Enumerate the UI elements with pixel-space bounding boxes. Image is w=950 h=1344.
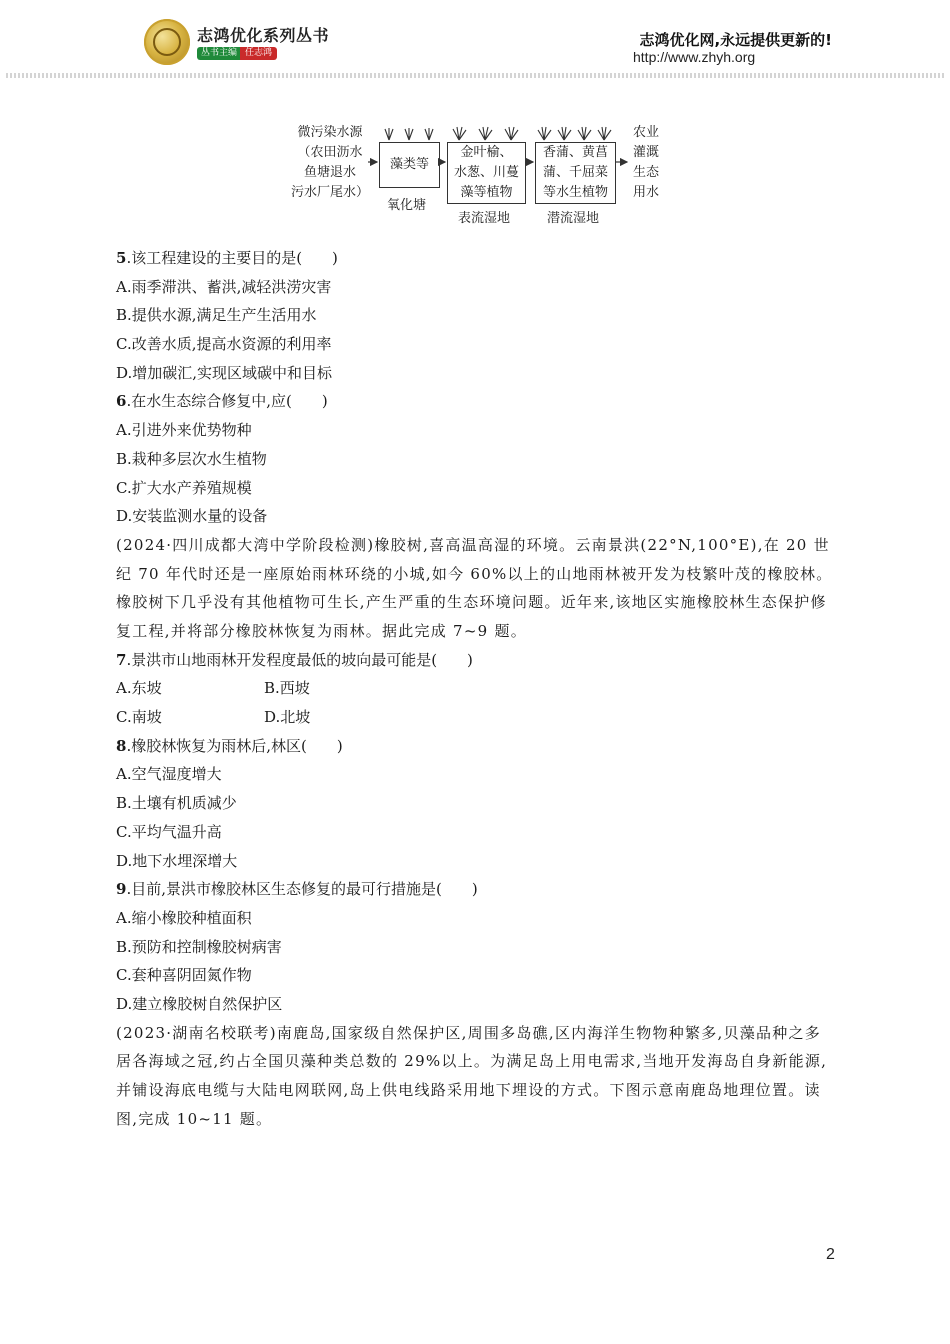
option: A.缩小橡胶种植面积 — [116, 908, 252, 927]
surface-wetland-caption: 表流湿地 — [458, 211, 511, 226]
question-text: .目前,景洪市橡胶林区生态修复的最可行措施是( ) — [126, 880, 478, 899]
option: D.安装监测水量的设备 — [116, 507, 268, 526]
option: D.增加碳汇,实现区域碳中和目标 — [116, 363, 333, 382]
subsurface-wetland-caption: 潜流湿地 — [547, 211, 600, 226]
box-line: 金叶榆、 — [460, 145, 513, 160]
box-line: 藻等植物 — [460, 185, 513, 200]
plant-icon-group-2 — [453, 127, 518, 140]
question-text: .橡胶林恢复为雨林后,林区( ) — [126, 736, 343, 755]
editor-label-text: 丛书主编 — [197, 47, 241, 60]
question-6-stem — [116, 387, 836, 416]
output-line: 农业 — [632, 125, 659, 140]
option: C.改善水质,提高水资源的利用率 — [116, 335, 332, 354]
plant-icon-group-1 — [385, 128, 433, 140]
question-number: 9 — [116, 880, 127, 899]
option: B.土壤有机质减少 — [116, 794, 237, 813]
source-line: 微污染水源 — [297, 125, 363, 140]
output-line: 生态 — [632, 165, 659, 180]
passage-rubber-forest: (2024·四川成都大湾中学阶段检测)橡胶树,喜高温高湿的环境。云南景洪(22°N,100°E),在 20 世纪 70 年代时还是一座原始雨林环绕的小城,如今 60%以上的山地雨林被开发为枝繁叶茂的橡胶林。橡胶树下几乎没有其他植物可生长,产生严重的生态环境问题。近年来,该地区实施橡胶林生态保护修复工程,并将部分橡胶林恢复为雨林。据此完成 7~9 题。 — [116, 535, 833, 640]
question-number: 7 — [116, 650, 127, 669]
option: A.东坡 — [116, 679, 162, 698]
output-use-label — [630, 123, 662, 203]
box-line: 等水生植物 — [542, 185, 608, 200]
water-source-label — [290, 123, 370, 203]
question-number: 5 — [116, 249, 127, 267]
header-divider — [6, 73, 944, 78]
option: C.扩大水产养殖规模 — [116, 478, 252, 497]
page-number: 2 — [826, 1246, 835, 1263]
water-treatment-diagram — [288, 120, 668, 230]
series-logo — [144, 19, 190, 65]
question-number: 8 — [116, 736, 127, 755]
option: A.引进外来优势物种 — [116, 421, 252, 440]
editor-label — [197, 47, 277, 60]
box-line: 水葱、川蔓 — [453, 165, 519, 180]
option-row — [116, 674, 836, 703]
box-line: 藻类等 — [389, 157, 429, 172]
option: B.提供水源,满足生产生活用水 — [116, 306, 317, 325]
option: A.雨季滞洪、蓄洪,减轻洪涝灾害 — [116, 277, 332, 296]
editor-name: 任志鸿 — [240, 47, 277, 60]
question-5-stem — [116, 244, 836, 273]
option: B.栽种多层次水生植物 — [116, 449, 267, 468]
passage-nanlu-island: (2023·湖南名校联考)南鹿岛,国家级自然保护区,周围多岛礁,区内海洋生物物种繁多,贝藻品种之多居各海域之冠,约占全国贝藻种类总数的 29%以上。为满足岛上用电需求,当地开发海岛自身新能源,并铺设海底电缆与大陆电网联网,岛上供电线路采用地下埋设的方式。下图示意南鹿岛地理位置。读图,完成 10~11 题。 — [116, 1023, 828, 1128]
box-line: 蒲、千屈菜 — [542, 165, 608, 180]
option: B.预防和控制橡胶树病害 — [116, 937, 282, 956]
oxidation-pond-box — [379, 142, 440, 188]
question-number: 6 — [116, 392, 127, 411]
site-url[interactable]: http://www.zhyh.org — [633, 49, 756, 65]
question-text: .景洪市山地雨林开发程度最低的坡向最可能是( ) — [126, 650, 473, 669]
source-line: 鱼塘退水 — [303, 165, 356, 180]
output-line: 用水 — [632, 185, 659, 200]
box-line: 香蒲、黄菖 — [542, 145, 608, 160]
option-row — [116, 703, 836, 732]
option: D.建立橡胶树自然保护区 — [116, 994, 283, 1013]
option: C.平均气温升高 — [116, 822, 222, 841]
source-line: （农田沥水 — [297, 145, 363, 160]
option: D.地下水埋深增大 — [116, 851, 238, 870]
question-8-stem — [116, 732, 836, 761]
question-9-stem — [116, 875, 836, 904]
option: A.空气湿度增大 — [116, 765, 222, 784]
page-header — [0, 0, 950, 80]
option: D.北坡 — [264, 708, 311, 727]
question-text: .该工程建设的主要目的是( ) — [126, 249, 338, 267]
source-line: 污水厂尾水） — [290, 185, 369, 200]
plant-icon-group-3 — [538, 127, 611, 140]
subsurface-wetland-box — [535, 142, 616, 204]
site-slogan: 志鸿优化网,永远提供更新的! — [639, 31, 832, 49]
output-line: 灌溉 — [632, 145, 659, 160]
question-text: .在水生态综合修复中,应( ) — [126, 392, 328, 411]
surface-wetland-box — [447, 142, 526, 204]
oxidation-pond-caption: 氧化塘 — [387, 198, 427, 213]
option: B.西坡 — [264, 679, 310, 698]
question-content — [116, 244, 836, 1133]
option: C.套种喜阴固氮作物 — [116, 966, 252, 985]
series-title: 志鸿优化系列丛书 — [197, 26, 330, 45]
question-7-stem — [116, 646, 836, 675]
option: C.南坡 — [116, 708, 162, 727]
